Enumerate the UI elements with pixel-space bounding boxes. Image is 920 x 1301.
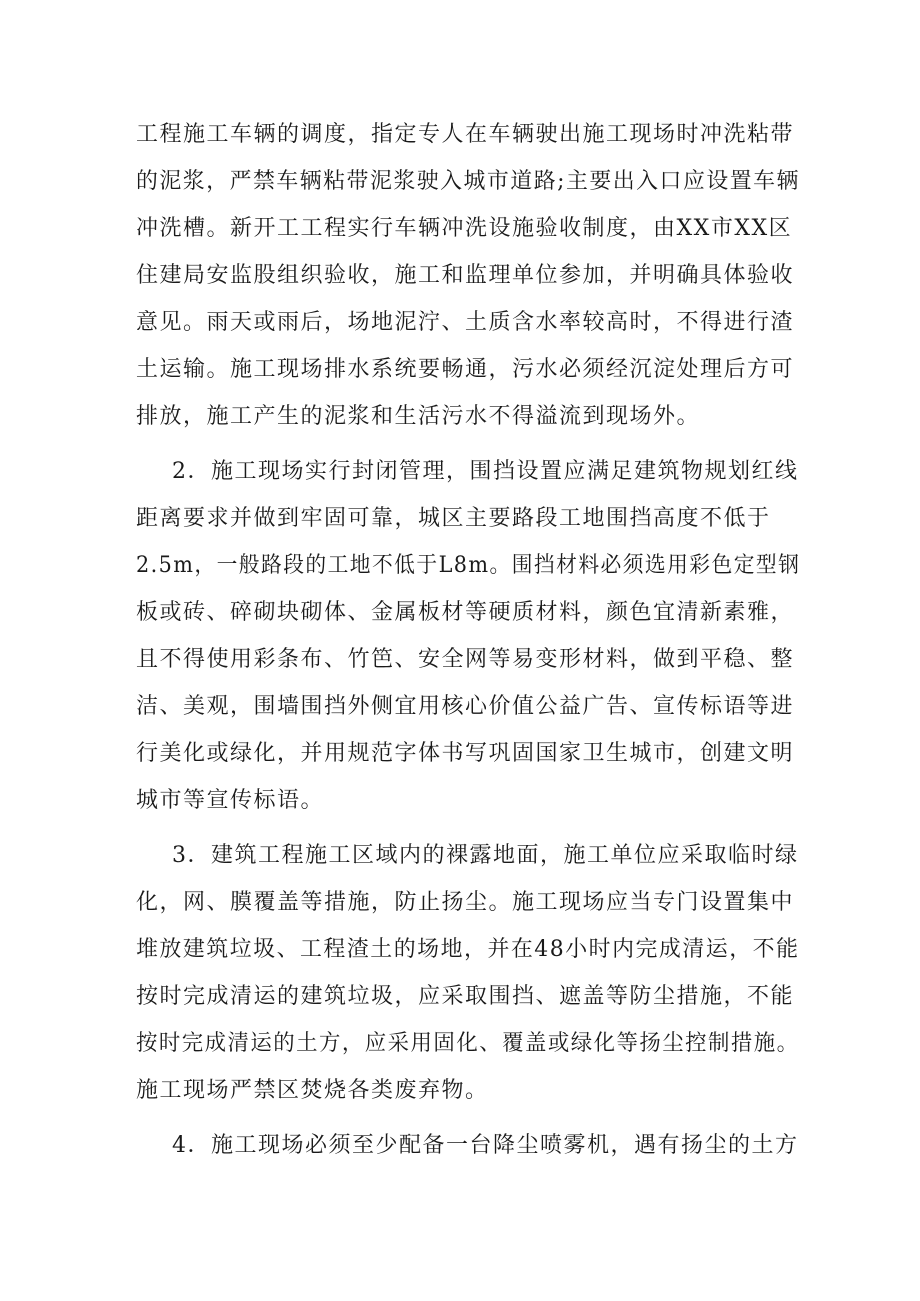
text-line: 城市等宣传标语。 — [136, 788, 325, 813]
text-line: 按时完成清运的土方，应采用固化、覆盖或绿化等扬尘控制措施。 — [136, 1031, 800, 1056]
text-line: 化，网、膜覆盖等措施，防止扬尘。施工现场应当专门设置集中 — [136, 890, 795, 915]
text-line: 排放，施工产生的泥浆和生活污水不得溢流到现场外。 — [136, 404, 701, 429]
text-line: 距离要求并做到牢固可靠，城区主要路段工地围挡高度不低于 — [136, 506, 771, 531]
text-line: 住建局安监股组织验收，施工和监理单位参加，并明确具体验收 — [136, 263, 795, 288]
text-line: 且不得使用彩条布、竹笆、安全网等易变形材料，做到平稳、整 — [136, 647, 795, 672]
text-line: 洁、美观，围墙围挡外侧宜用核心价值公益广告、宣传标语等进 — [136, 694, 795, 719]
text-line: 工程施工车辆的调度，指定专人在车辆驶出施工现场时冲洗粘带 — [136, 122, 795, 147]
text-line: 施工现场严禁区焚烧各类废弃物。 — [136, 1078, 489, 1103]
text-line: 2.5m，一般路段的工地不低于L8m。围挡材料必须选用彩色定型钢 — [136, 553, 801, 578]
text-line: 意见。雨天或雨后，场地泥泞、土质含水率较高时，不得进行渣 — [136, 310, 795, 335]
paragraph-2-first-line: 2．施工现场实行封闭管理，围挡设置应满足建筑物规划红线 — [172, 459, 799, 484]
paragraph-3-first-line: 3．建筑工程施工区域内的裸露地面，施工单位应采取临时绿 — [172, 843, 799, 868]
paragraph-4-first-line: 4．施工现场必须至少配备一台降尘喷雾机，遇有扬尘的土方 — [172, 1133, 799, 1158]
text-line: 的泥浆，严禁车辆粘带泥浆驶入城市道路;主要出入口应设置车辆 — [136, 169, 800, 194]
text-line: 行美化或绿化，并用规范字体书写巩固国家卫生城市，创建文明 — [136, 741, 795, 766]
text-line: 板或砖、碎砌块砌体、金属板材等硬质材料，颜色宜清新素雅， — [136, 600, 795, 625]
text-line: 土运输。施工现场排水系统要畅通，污水必须经沉淀处理后方可 — [136, 357, 795, 382]
text-line: 堆放建筑垃圾、工程渣土的场地，并在48小时内完成清运，不能 — [136, 937, 800, 962]
text-line: 按时完成清运的建筑垃圾，应采取围挡、遮盖等防尘措施，不能 — [136, 984, 795, 1009]
text-line: 冲洗槽。新开工工程实行车辆冲洗设施验收制度，由XX市XX区 — [136, 216, 793, 241]
